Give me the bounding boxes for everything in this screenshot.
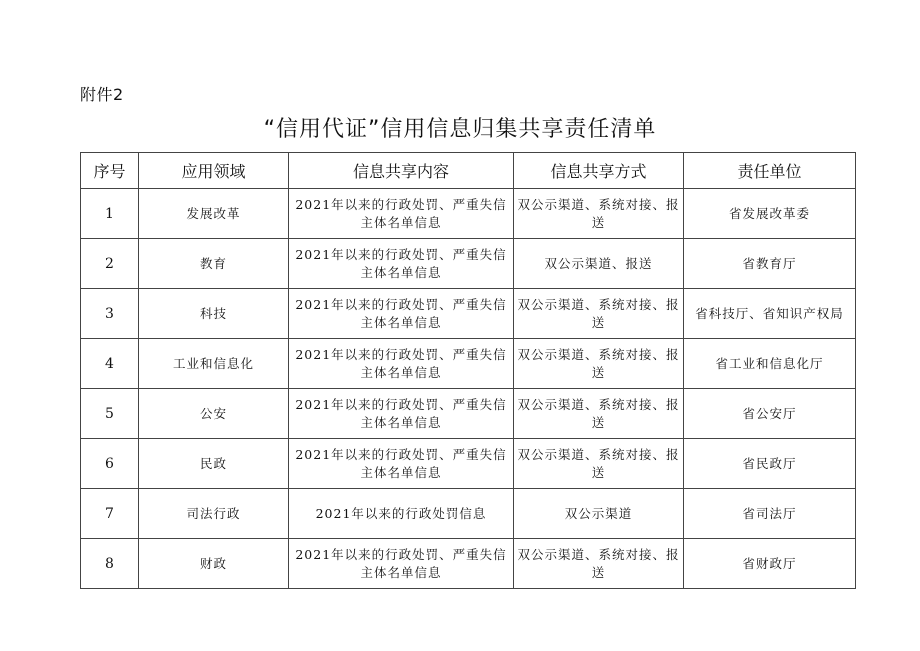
row-field: 发展改革 — [139, 189, 289, 239]
row-content: 2021年以来的行政处罚、严重失信主体名单信息 — [289, 339, 514, 389]
row-method: 双公示渠道 — [514, 489, 684, 539]
attachment-label: 附件2 — [80, 85, 124, 104]
header-field: 应用领域 — [139, 153, 289, 189]
row-content: 2021年以来的行政处罚、严重失信主体名单信息 — [289, 389, 514, 439]
row-content: 2021年以来的行政处罚信息 — [289, 489, 514, 539]
row-field: 教育 — [139, 239, 289, 289]
table-row — [81, 539, 856, 589]
row-method: 双公示渠道、系统对接、报送 — [514, 189, 684, 239]
table-row — [81, 239, 856, 289]
row-seq: 6 — [81, 439, 139, 489]
row-method: 双公示渠道、系统对接、报送 — [514, 439, 684, 489]
row-unit: 省教育厅 — [684, 239, 856, 289]
row-unit: 省公安厅 — [684, 389, 856, 439]
table-header-row — [81, 153, 856, 189]
row-seq: 4 — [81, 339, 139, 389]
responsibility-table — [80, 152, 856, 589]
row-seq: 8 — [81, 539, 139, 589]
row-seq: 5 — [81, 389, 139, 439]
row-seq: 7 — [81, 489, 139, 539]
row-field: 民政 — [139, 439, 289, 489]
row-unit: 省工业和信息化厅 — [684, 339, 856, 389]
row-method: 双公示渠道、系统对接、报送 — [514, 389, 684, 439]
row-field: 司法行政 — [139, 489, 289, 539]
table-row — [81, 389, 856, 439]
table-body — [81, 189, 856, 589]
row-unit: 省科技厅、省知识产权局 — [684, 289, 856, 339]
table-row — [81, 289, 856, 339]
row-unit: 省司法厅 — [684, 489, 856, 539]
row-method: 双公示渠道、报送 — [514, 239, 684, 289]
row-content: 2021年以来的行政处罚、严重失信主体名单信息 — [289, 539, 514, 589]
header-content: 信息共享内容 — [289, 153, 514, 189]
header-unit: 责任单位 — [684, 153, 856, 189]
row-field: 工业和信息化 — [139, 339, 289, 389]
row-unit: 省财政厅 — [684, 539, 856, 589]
row-content: 2021年以来的行政处罚、严重失信主体名单信息 — [289, 189, 514, 239]
row-field: 科技 — [139, 289, 289, 339]
row-field: 财政 — [139, 539, 289, 589]
table-row — [81, 439, 856, 489]
row-content: 2021年以来的行政处罚、严重失信主体名单信息 — [289, 439, 514, 489]
table-row — [81, 489, 856, 539]
row-seq: 3 — [81, 289, 139, 339]
document-title: “信用代证”信用信息归集共享责任清单 — [263, 117, 657, 142]
row-unit: 省民政厅 — [684, 439, 856, 489]
header-seq: 序号 — [81, 153, 139, 189]
row-seq: 2 — [81, 239, 139, 289]
row-content: 2021年以来的行政处罚、严重失信主体名单信息 — [289, 239, 514, 289]
row-seq: 1 — [81, 189, 139, 239]
header-method: 信息共享方式 — [514, 153, 684, 189]
row-field: 公安 — [139, 389, 289, 439]
row-method: 双公示渠道、系统对接、报送 — [514, 539, 684, 589]
row-content: 2021年以来的行政处罚、严重失信主体名单信息 — [289, 289, 514, 339]
table-row — [81, 339, 856, 389]
row-method: 双公示渠道、系统对接、报送 — [514, 289, 684, 339]
row-method: 双公示渠道、系统对接、报送 — [514, 339, 684, 389]
row-unit: 省发展改革委 — [684, 189, 856, 239]
table-row — [81, 189, 856, 239]
